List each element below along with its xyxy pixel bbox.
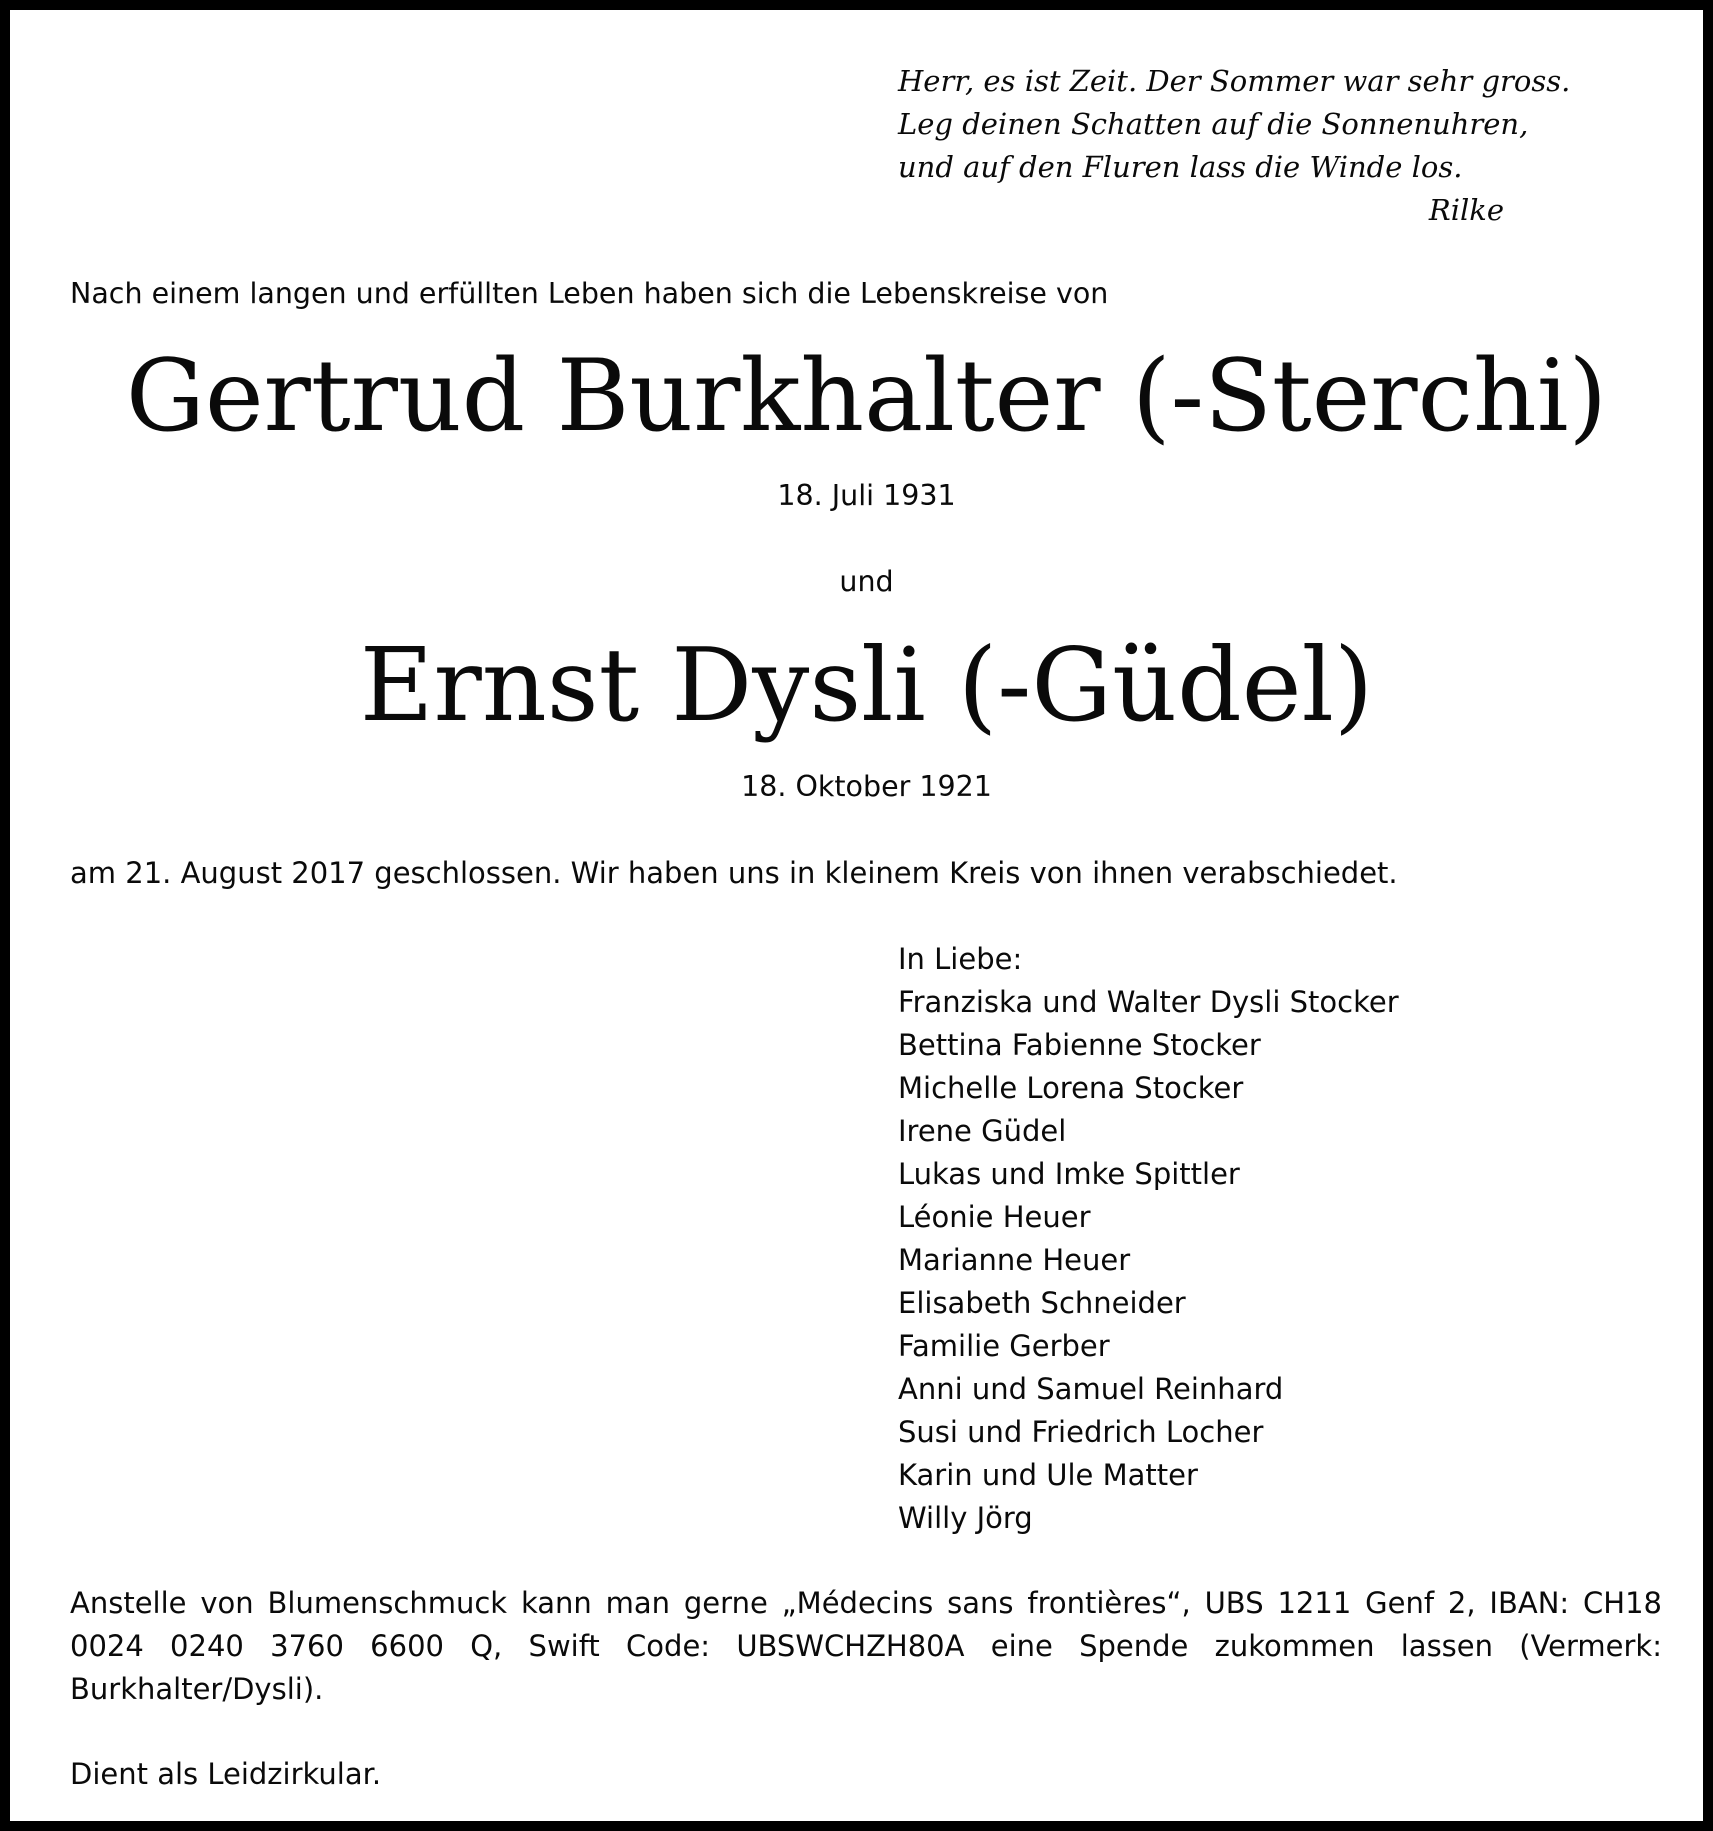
mourner-name: Susi und Friedrich Locher bbox=[898, 1415, 1264, 1449]
deceased-name-1: Gertrud Burkhalter (-Sterchi) bbox=[125, 339, 1608, 454]
mourner-name: Michelle Lorena Stocker bbox=[898, 1071, 1244, 1105]
birth-date-1: 18. Juli 1931 bbox=[777, 479, 956, 512]
mourner-name: Lukas und Imke Spittler bbox=[898, 1157, 1240, 1191]
mourner-name: Irene Güdel bbox=[898, 1114, 1067, 1148]
donation-note: Anstelle von Blumenschmuck kann man gerne „Médecins sans frontières“, UBS 1211 Genf 2, IBAN: CH18 0024 0240 3760 6600 Q, Swift Code: UBSWCHZH80A eine Spende zukommen lassen (Vermerk: Burkhalter/Dysli). bbox=[70, 1586, 1662, 1706]
birth-date-2: 18. Oktober 1921 bbox=[741, 770, 992, 803]
quote-line: und auf den Fluren lass die Winde los. bbox=[898, 150, 1463, 184]
quote-line: Leg deinen Schatten auf die Sonnenuhren, bbox=[898, 107, 1529, 141]
mourner-name: Franziska und Walter Dysli Stocker bbox=[898, 985, 1399, 1019]
conjunction-text: und bbox=[839, 565, 894, 598]
closing-text: am 21. August 2017 geschlossen. Wir haben uns in kleinem Kreis von ihnen verabschiedet. bbox=[70, 856, 1398, 890]
mourner-name: Karin und Ule Matter bbox=[898, 1458, 1198, 1492]
deceased-name-2: Ernst Dysli (-Güdel) bbox=[359, 626, 1374, 744]
poem-quote bbox=[898, 60, 1571, 232]
quote-attribution: Rilke bbox=[1428, 193, 1504, 227]
footer-note: Dient als Leidzirkular. bbox=[70, 1757, 382, 1791]
quote-line: Herr, es ist Zeit. Der Sommer war sehr gross. bbox=[898, 64, 1571, 98]
mourner-name: Anni und Samuel Reinhard bbox=[898, 1372, 1284, 1406]
mourners-heading: In Liebe: bbox=[898, 942, 1023, 976]
mourners-list bbox=[898, 938, 1399, 1540]
mourner-name: Bettina Fabienne Stocker bbox=[898, 1028, 1261, 1062]
mourner-name: Elisabeth Schneider bbox=[898, 1286, 1186, 1320]
mourner-name: Léonie Heuer bbox=[898, 1200, 1091, 1234]
intro-text: Nach einem langen und erfüllten Leben haben sich die Lebenskreise von bbox=[70, 277, 1109, 310]
mourner-name: Familie Gerber bbox=[898, 1329, 1110, 1363]
mourner-name: Marianne Heuer bbox=[898, 1243, 1131, 1277]
mourner-name: Willy Jörg bbox=[898, 1501, 1033, 1535]
